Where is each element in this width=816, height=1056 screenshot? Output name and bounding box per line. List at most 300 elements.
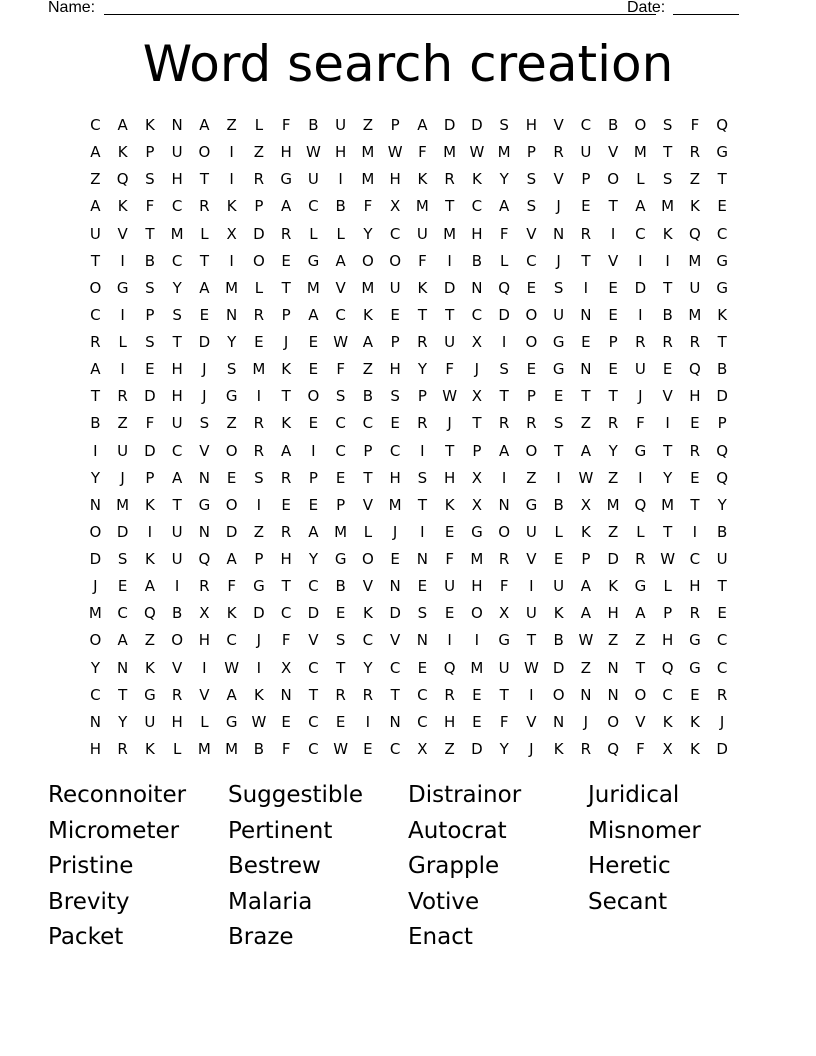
grid-letter: N bbox=[553, 224, 565, 243]
grid-letter: C bbox=[335, 305, 346, 324]
grid-letter: P bbox=[526, 143, 536, 162]
grid-letter: N bbox=[580, 360, 592, 379]
grid-letter: F bbox=[336, 360, 345, 379]
grid-letter: I bbox=[447, 251, 452, 270]
grid-letter: R bbox=[117, 739, 128, 758]
grid-letter: Z bbox=[608, 522, 619, 541]
grid-letter: O bbox=[634, 685, 647, 704]
grid-letter: A bbox=[199, 278, 210, 297]
grid-letter: O bbox=[89, 631, 102, 650]
grid-letter: L bbox=[499, 251, 509, 270]
grid-letter: R bbox=[280, 522, 292, 541]
grid-letter: P bbox=[581, 170, 591, 189]
word-list-item: Heretic bbox=[588, 853, 671, 879]
grid-letter: A bbox=[417, 116, 428, 134]
grid-letter: U bbox=[716, 550, 728, 568]
grid-letter: K bbox=[444, 495, 455, 514]
grid-letter: W bbox=[469, 143, 485, 162]
grid-letter: M bbox=[688, 305, 702, 324]
grid-letter: Z bbox=[226, 116, 237, 134]
grid-letter: U bbox=[525, 604, 537, 623]
grid-letter: R bbox=[117, 387, 128, 406]
grid-letter: H bbox=[198, 631, 211, 650]
grid-letter: Q bbox=[688, 360, 701, 379]
grid-letter: U bbox=[144, 712, 156, 731]
word-list-item: Reconnoiter bbox=[48, 782, 187, 808]
grid-letter: P bbox=[717, 414, 727, 433]
grid-letter: T bbox=[445, 441, 455, 460]
grid-letter: C bbox=[280, 604, 292, 623]
grid-letter: I bbox=[120, 360, 125, 379]
grid-letter: H bbox=[89, 739, 102, 758]
grid-letter: K bbox=[281, 414, 292, 433]
grid-letter: A bbox=[308, 522, 319, 541]
grid-letter: E bbox=[662, 360, 673, 379]
grid-letter: Y bbox=[363, 224, 373, 243]
grid-letter: T bbox=[281, 577, 291, 596]
grid-letter: Q bbox=[198, 550, 211, 568]
grid-letter: I bbox=[365, 712, 371, 731]
grid-letter: S bbox=[172, 305, 182, 324]
grid-letter: E bbox=[553, 387, 564, 406]
grid-letter: D bbox=[389, 604, 401, 623]
grid-letter: D bbox=[253, 224, 265, 243]
grid-letter: V bbox=[553, 116, 564, 134]
grid-letter: M bbox=[443, 143, 457, 162]
grid-letter: V bbox=[526, 550, 537, 568]
grid-letter: W bbox=[387, 143, 403, 162]
grid-letter: A bbox=[117, 116, 128, 134]
grid-letter: U bbox=[444, 333, 456, 351]
grid-letter: S bbox=[417, 604, 428, 623]
grid-letter: J bbox=[392, 522, 398, 541]
grid-letter: T bbox=[445, 197, 455, 216]
grid-letter: L bbox=[636, 170, 645, 189]
word-list-item: Pertinent bbox=[228, 817, 333, 844]
grid-letter: C bbox=[389, 441, 401, 460]
grid-letter: E bbox=[690, 685, 700, 704]
grid-letter: C bbox=[308, 658, 319, 677]
grid-letter: Z bbox=[444, 739, 455, 758]
grid-letter: N bbox=[607, 658, 619, 677]
grid-letter: K bbox=[553, 739, 564, 758]
grid-letter: Y bbox=[90, 658, 100, 677]
grid-letter: N bbox=[389, 712, 401, 731]
grid-letter: K bbox=[689, 712, 700, 731]
grid-letter: W bbox=[578, 631, 594, 650]
grid-letter: P bbox=[281, 305, 291, 324]
word-list-item: Votive bbox=[408, 888, 480, 915]
grid-letter: K bbox=[689, 739, 700, 758]
grid-letter: T bbox=[445, 305, 455, 324]
grid-letter: P bbox=[336, 495, 346, 514]
grid-letter: H bbox=[689, 387, 701, 406]
grid-letter: J bbox=[93, 577, 98, 596]
grid-letter: S bbox=[254, 468, 264, 487]
grid-letter: R bbox=[280, 468, 292, 487]
grid-letter: Y bbox=[90, 468, 100, 487]
grid-letter: P bbox=[390, 333, 400, 351]
grid-letter: D bbox=[253, 604, 265, 623]
grid-letter: G bbox=[225, 387, 238, 406]
grid-letter: R bbox=[635, 550, 646, 568]
grid-letter: C bbox=[171, 197, 183, 216]
grid-letter: H bbox=[280, 143, 292, 162]
grid-letter: T bbox=[717, 333, 727, 351]
grid-letter: I bbox=[501, 333, 507, 351]
grid-letter: E bbox=[608, 278, 618, 297]
grid-letter: E bbox=[472, 685, 482, 704]
grid-letter: Y bbox=[227, 333, 237, 351]
grid-letter: D bbox=[144, 441, 156, 460]
grid-letter: K bbox=[362, 604, 373, 623]
grid-letter: T bbox=[663, 522, 673, 541]
grid-letter: R bbox=[580, 739, 592, 758]
grid-letter: H bbox=[335, 143, 347, 162]
grid-letter: N bbox=[553, 712, 565, 731]
grid-letter: N bbox=[198, 468, 211, 487]
grid-letter: C bbox=[308, 577, 319, 596]
grid-letter: A bbox=[499, 197, 510, 216]
grid-letter: X bbox=[390, 197, 401, 216]
grid-letter: E bbox=[581, 333, 591, 351]
grid-letter: R bbox=[444, 685, 455, 704]
grid-letter: M bbox=[170, 224, 184, 243]
grid-letter: Q bbox=[716, 468, 729, 487]
grid-letter: E bbox=[335, 712, 346, 731]
grid-letter: N bbox=[171, 116, 183, 134]
grid-letter: V bbox=[362, 495, 374, 514]
grid-letter: L bbox=[363, 522, 373, 541]
grid-letter: Z bbox=[253, 143, 265, 162]
grid-letter: R bbox=[689, 441, 701, 460]
grid-letter: I bbox=[501, 468, 507, 487]
grid-letter: Z bbox=[635, 631, 646, 650]
grid-letter: M bbox=[225, 739, 239, 758]
grid-letter: J bbox=[474, 360, 480, 379]
grid-letter: T bbox=[336, 658, 346, 677]
grid-letter: M bbox=[88, 604, 102, 623]
grid-letter: Q bbox=[116, 170, 129, 189]
grid-letter: H bbox=[444, 712, 456, 731]
grid-letter: G bbox=[334, 550, 347, 568]
grid-letter: M bbox=[470, 550, 484, 568]
grid-letter: Y bbox=[608, 441, 618, 460]
grid-letter: T bbox=[608, 387, 618, 406]
grid-letter: V bbox=[117, 224, 128, 243]
grid-letter: R bbox=[553, 143, 564, 162]
grid-letter: P bbox=[308, 468, 318, 487]
grid-letter: Q bbox=[607, 739, 620, 758]
grid-letter: C bbox=[526, 251, 537, 270]
grid-letter: O bbox=[498, 522, 511, 541]
grid-letter: A bbox=[90, 197, 101, 216]
grid-letter: C bbox=[580, 116, 592, 134]
grid-letter: F bbox=[445, 360, 454, 379]
grid-letter: N bbox=[89, 712, 102, 731]
grid-letter: C bbox=[117, 604, 128, 623]
grid-letter: B bbox=[717, 522, 728, 541]
grid-letter: E bbox=[526, 360, 537, 379]
grid-letter: O bbox=[607, 712, 620, 731]
grid-letter: I bbox=[420, 441, 425, 460]
grid-letter: T bbox=[499, 685, 509, 704]
grid-letter: B bbox=[662, 305, 673, 324]
grid-letter: H bbox=[471, 224, 483, 243]
grid-letter: A bbox=[499, 441, 510, 460]
grid-letter: T bbox=[199, 170, 209, 189]
grid-letter: J bbox=[719, 712, 725, 731]
grid-letter: S bbox=[145, 278, 155, 297]
grid-letter: F bbox=[145, 197, 155, 216]
grid-letter: I bbox=[638, 251, 643, 270]
grid-letter: I bbox=[610, 224, 616, 243]
grid-letter: N bbox=[280, 685, 292, 704]
grid-letter: G bbox=[689, 631, 701, 650]
grid-letter: U bbox=[171, 414, 183, 433]
grid-letter: K bbox=[717, 305, 728, 324]
grid-letter: O bbox=[89, 278, 102, 297]
grid-letter: O bbox=[307, 387, 320, 406]
grid-letter: R bbox=[253, 441, 265, 460]
grid-letter: M bbox=[225, 278, 239, 297]
grid-letter: E bbox=[226, 468, 237, 487]
name-label: Name: bbox=[48, 0, 96, 16]
grid-letter: E bbox=[390, 414, 400, 433]
grid-letter: O bbox=[525, 305, 538, 324]
grid-letter: J bbox=[529, 739, 534, 758]
date-blank-line bbox=[673, 0, 739, 15]
grid-letter: M bbox=[470, 658, 484, 677]
grid-letter: I bbox=[692, 522, 698, 541]
grid-letter: M bbox=[633, 143, 647, 162]
grid-letter: R bbox=[253, 414, 265, 433]
grid-letter: U bbox=[498, 658, 510, 677]
grid-letter: C bbox=[308, 197, 319, 216]
grid-letter: M bbox=[388, 495, 402, 514]
grid-letter: U bbox=[117, 441, 129, 460]
grid-letter: U bbox=[580, 143, 592, 162]
grid-letter: V bbox=[526, 712, 537, 731]
grid-letter: J bbox=[556, 197, 561, 216]
grid-letter: I bbox=[229, 143, 234, 162]
grid-letter: E bbox=[199, 305, 210, 324]
word-list-item: Secant bbox=[588, 888, 668, 915]
grid-letter: Z bbox=[144, 631, 156, 650]
grid-letter: Y bbox=[172, 278, 182, 297]
grid-letter: B bbox=[553, 631, 564, 650]
grid-letter: G bbox=[634, 577, 647, 596]
grid-letter: K bbox=[662, 224, 673, 243]
grid-letter: G bbox=[253, 577, 265, 596]
grid-letter: T bbox=[635, 658, 645, 677]
grid-letter: J bbox=[638, 387, 643, 406]
grid-letter: P bbox=[608, 333, 618, 351]
grid-letter: C bbox=[716, 224, 728, 243]
grid-letter: D bbox=[498, 305, 510, 324]
grid-letter: N bbox=[416, 631, 429, 650]
grid-letter: D bbox=[471, 739, 483, 758]
grid-letter: Z bbox=[608, 631, 619, 650]
grid-letter: X bbox=[471, 387, 483, 406]
grid-letter: K bbox=[689, 197, 700, 216]
grid-letter: I bbox=[338, 170, 343, 189]
grid-letter: T bbox=[581, 387, 591, 406]
grid-letter: K bbox=[144, 658, 155, 677]
grid-letter: Y bbox=[499, 170, 509, 189]
grid-letter: M bbox=[306, 278, 320, 297]
grid-letter: M bbox=[116, 495, 130, 514]
grid-letter: H bbox=[471, 577, 483, 596]
grid-letter: W bbox=[442, 387, 458, 406]
grid-letter: P bbox=[254, 197, 264, 216]
grid-letter: L bbox=[254, 116, 264, 134]
grid-letter: V bbox=[553, 170, 564, 189]
grid-letter: C bbox=[90, 685, 101, 704]
grid-letter: C bbox=[716, 631, 728, 650]
grid-letter: W bbox=[224, 658, 240, 677]
grid-letter: E bbox=[281, 251, 291, 270]
grid-letter: F bbox=[636, 739, 645, 758]
grid-letter: B bbox=[172, 604, 183, 623]
grid-letter: S bbox=[553, 414, 564, 433]
grid-letter: G bbox=[198, 495, 211, 514]
grid-letter: U bbox=[416, 224, 428, 243]
grid-letter: Z bbox=[580, 414, 592, 433]
grid-letter: K bbox=[253, 685, 264, 704]
grid-letter: B bbox=[253, 739, 265, 758]
grid-letter: G bbox=[552, 360, 565, 379]
grid-letter: L bbox=[636, 522, 645, 541]
grid-letter: B bbox=[335, 577, 346, 596]
grid-letter: X bbox=[662, 739, 673, 758]
word-list-item: Suggestible bbox=[228, 782, 364, 808]
word-list-item: Micrometer bbox=[48, 817, 180, 844]
grid-letter: E bbox=[335, 604, 346, 623]
grid-letter: O bbox=[634, 116, 647, 134]
grid-letter: E bbox=[608, 360, 618, 379]
grid-letter: Y bbox=[308, 550, 318, 568]
grid-letter: H bbox=[171, 170, 183, 189]
grid-letter: Z bbox=[362, 360, 374, 379]
grid-letter: W bbox=[251, 712, 267, 731]
grid-letter: W bbox=[305, 143, 321, 162]
grid-letter: Q bbox=[661, 658, 674, 677]
grid-letter: K bbox=[144, 495, 155, 514]
grid-letter: H bbox=[444, 468, 456, 487]
grid-letter: P bbox=[254, 550, 264, 568]
grid-letter: I bbox=[93, 441, 98, 460]
grid-letter: X bbox=[499, 604, 510, 623]
grid-letter: E bbox=[444, 604, 455, 623]
grid-letter: S bbox=[145, 170, 155, 189]
grid-letter: Q bbox=[143, 604, 156, 623]
grid-letter: S bbox=[662, 170, 673, 189]
grid-letter: K bbox=[117, 197, 128, 216]
grid-letter: S bbox=[499, 116, 509, 134]
grid-letter: T bbox=[172, 333, 182, 351]
grid-letter: E bbox=[526, 278, 537, 297]
name-blank-line bbox=[104, 0, 656, 15]
grid-letter: T bbox=[472, 414, 482, 433]
grid-letter: G bbox=[116, 278, 129, 297]
grid-letter: M bbox=[361, 278, 375, 297]
grid-letter: D bbox=[198, 333, 211, 351]
grid-letter: H bbox=[607, 604, 619, 623]
grid-letter: D bbox=[443, 278, 456, 297]
word-list-item: Juridical bbox=[588, 782, 680, 808]
grid-letter: D bbox=[89, 550, 102, 568]
grid-letter: M bbox=[334, 522, 348, 541]
grid-letter: L bbox=[336, 224, 345, 243]
grid-letter: U bbox=[307, 170, 319, 189]
grid-letter: K bbox=[144, 116, 155, 134]
grid-letter: O bbox=[525, 333, 538, 351]
grid-letter: O bbox=[389, 251, 402, 270]
grid-letter: O bbox=[171, 631, 184, 650]
grid-letter: X bbox=[580, 495, 592, 514]
grid-letter: F bbox=[281, 631, 291, 650]
grid-letter: I bbox=[583, 278, 589, 297]
grid-letter: I bbox=[202, 658, 207, 677]
grid-letter: J bbox=[583, 712, 589, 731]
grid-letter: X bbox=[417, 739, 428, 758]
grid-letter: F bbox=[445, 550, 454, 568]
grid-letter: T bbox=[717, 577, 727, 596]
grid-letter: P bbox=[145, 143, 155, 162]
grid-letter: A bbox=[580, 577, 592, 596]
grid-letter: O bbox=[470, 604, 483, 623]
grid-letter: U bbox=[171, 522, 183, 541]
grid-letter: F bbox=[281, 116, 291, 134]
grid-letter: I bbox=[120, 305, 125, 324]
grid-letter: K bbox=[608, 577, 619, 596]
word-list-item: Autocrat bbox=[408, 817, 507, 844]
grid-letter: K bbox=[417, 170, 428, 189]
grid-letter: F bbox=[227, 577, 236, 596]
grid-letter: I bbox=[229, 251, 234, 270]
grid-letter: V bbox=[635, 712, 646, 731]
grid-letter: F bbox=[281, 739, 291, 758]
grid-letter: T bbox=[308, 685, 318, 704]
grid-letter: J bbox=[256, 631, 262, 650]
grid-letter: R bbox=[607, 414, 619, 433]
grid-letter: U bbox=[553, 305, 565, 324]
grid-letter: T bbox=[499, 387, 509, 406]
grid-letter: C bbox=[417, 712, 428, 731]
grid-letter: S bbox=[499, 360, 509, 379]
grid-letter: K bbox=[226, 197, 237, 216]
grid-letter: K bbox=[580, 522, 591, 541]
grid-letter: V bbox=[362, 577, 374, 596]
word-list-item: Brevity bbox=[48, 888, 130, 915]
grid-letter: D bbox=[144, 387, 156, 406]
grid-letter: W bbox=[333, 333, 349, 351]
grid-letter: X bbox=[226, 224, 237, 243]
grid-letter: E bbox=[417, 577, 428, 596]
grid-letter: K bbox=[226, 604, 237, 623]
grid-letter: M bbox=[688, 251, 702, 270]
grid-letter: M bbox=[661, 197, 675, 216]
grid-letter: Q bbox=[634, 495, 647, 514]
grid-letter: N bbox=[389, 577, 401, 596]
grid-letter: M bbox=[361, 143, 375, 162]
grid-letter: I bbox=[529, 577, 534, 596]
grid-letter: G bbox=[307, 251, 320, 270]
grid-letter: G bbox=[280, 170, 292, 189]
grid-letter: Q bbox=[443, 658, 456, 677]
grid-letter: C bbox=[362, 631, 374, 650]
